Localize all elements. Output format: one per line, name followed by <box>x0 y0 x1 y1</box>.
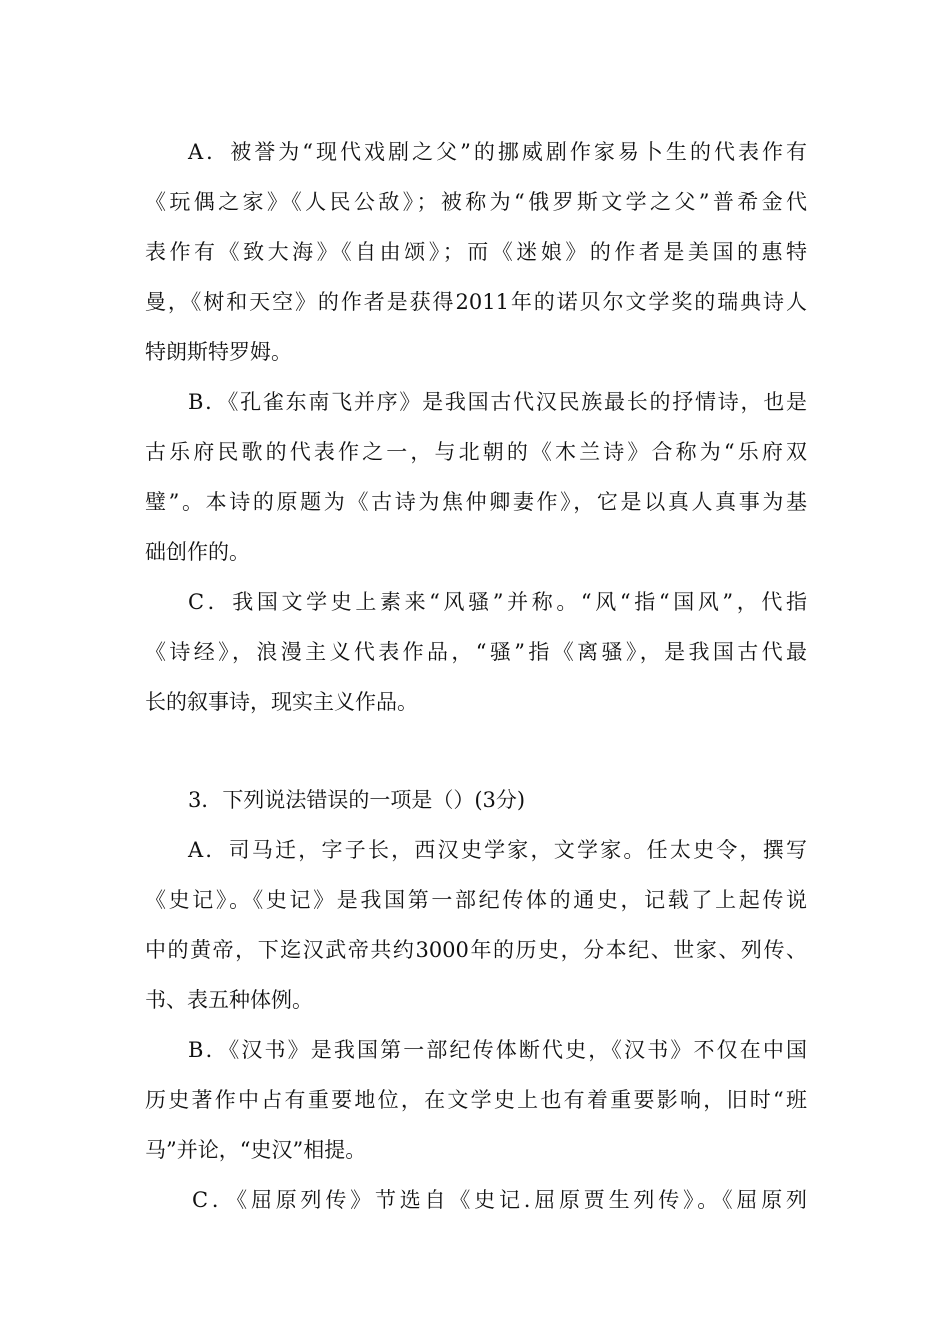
option-b-line-2: 古乐府民歌的代表作之一，与北朝的《木兰诗》合称为“乐府双 <box>145 440 807 464</box>
q3-option-a-line-1: A．司马迁，字子长，西汉史学家，文学家。任太史令，撰写 <box>188 838 807 862</box>
q3-option-b-line-1: B．《汉书》是我国第一部纪传体断代史，《汉书》不仅在中国 <box>188 1038 807 1062</box>
q3-option-a-line-4: 书、表五种体例。 <box>145 988 313 1012</box>
option-a-line-3: 表作有《致大海》《自由颂》；而《迷娘》的作者是美国的惠特 <box>145 240 807 264</box>
option-a-line-1: A．被誉为“现代戏剧之父”的挪威剧作家易卜生的代表作有 <box>188 140 807 164</box>
option-a-line-2: 《玩偶之家》《人民公敌》；被称为“俄罗斯文学之父”普希金代 <box>145 190 807 214</box>
option-b-line-3: 璧”。本诗的原题为《古诗为焦仲卿妻作》，它是以真人真事为基 <box>145 490 807 514</box>
option-a-line-4: 曼，《树和天空》的作者是获得2011年的诺贝尔文学奖的瑞典诗人 <box>145 290 807 314</box>
option-b-line-4: 础创作的。 <box>145 540 250 564</box>
q3-option-c-line-1: C．《屈原列传》节选自《史记.屈原贾生列传》。《屈原列 <box>192 1188 807 1212</box>
q3-option-a-line-3: 中的黄帝，下迄汉武帝共约3000年的历史，分本纪、世家、列传、 <box>145 938 807 962</box>
option-a-line-5: 特朗斯特罗姆。 <box>145 340 292 364</box>
option-c-line-3: 长的叙事诗，现实主义作品。 <box>145 690 418 714</box>
q3-option-a-line-2: 《史记》。《史记》是我国第一部纪传体的通史，记载了上起传说 <box>145 888 807 912</box>
option-c-line-2: 《诗经》，浪漫主义代表作品，“骚”指《离骚》，是我国古代最 <box>145 640 807 664</box>
q3-option-b-line-3: 马”并论，“史汉”相提。 <box>145 1138 367 1162</box>
question-3-heading: 3．下列说法错误的一项是（）(3分) <box>188 788 526 812</box>
option-c-line-1: C．我国文学史上素来“风骚”并称。“风“指“国风”，代指 <box>188 590 807 614</box>
option-b-line-1: B．《孔雀东南飞并序》是我国古代汉民族最长的抒情诗，也是 <box>188 390 807 414</box>
q3-option-b-line-2: 历史著作中占有重要地位，在文学史上也有着重要影响，旧时“班 <box>145 1088 807 1112</box>
